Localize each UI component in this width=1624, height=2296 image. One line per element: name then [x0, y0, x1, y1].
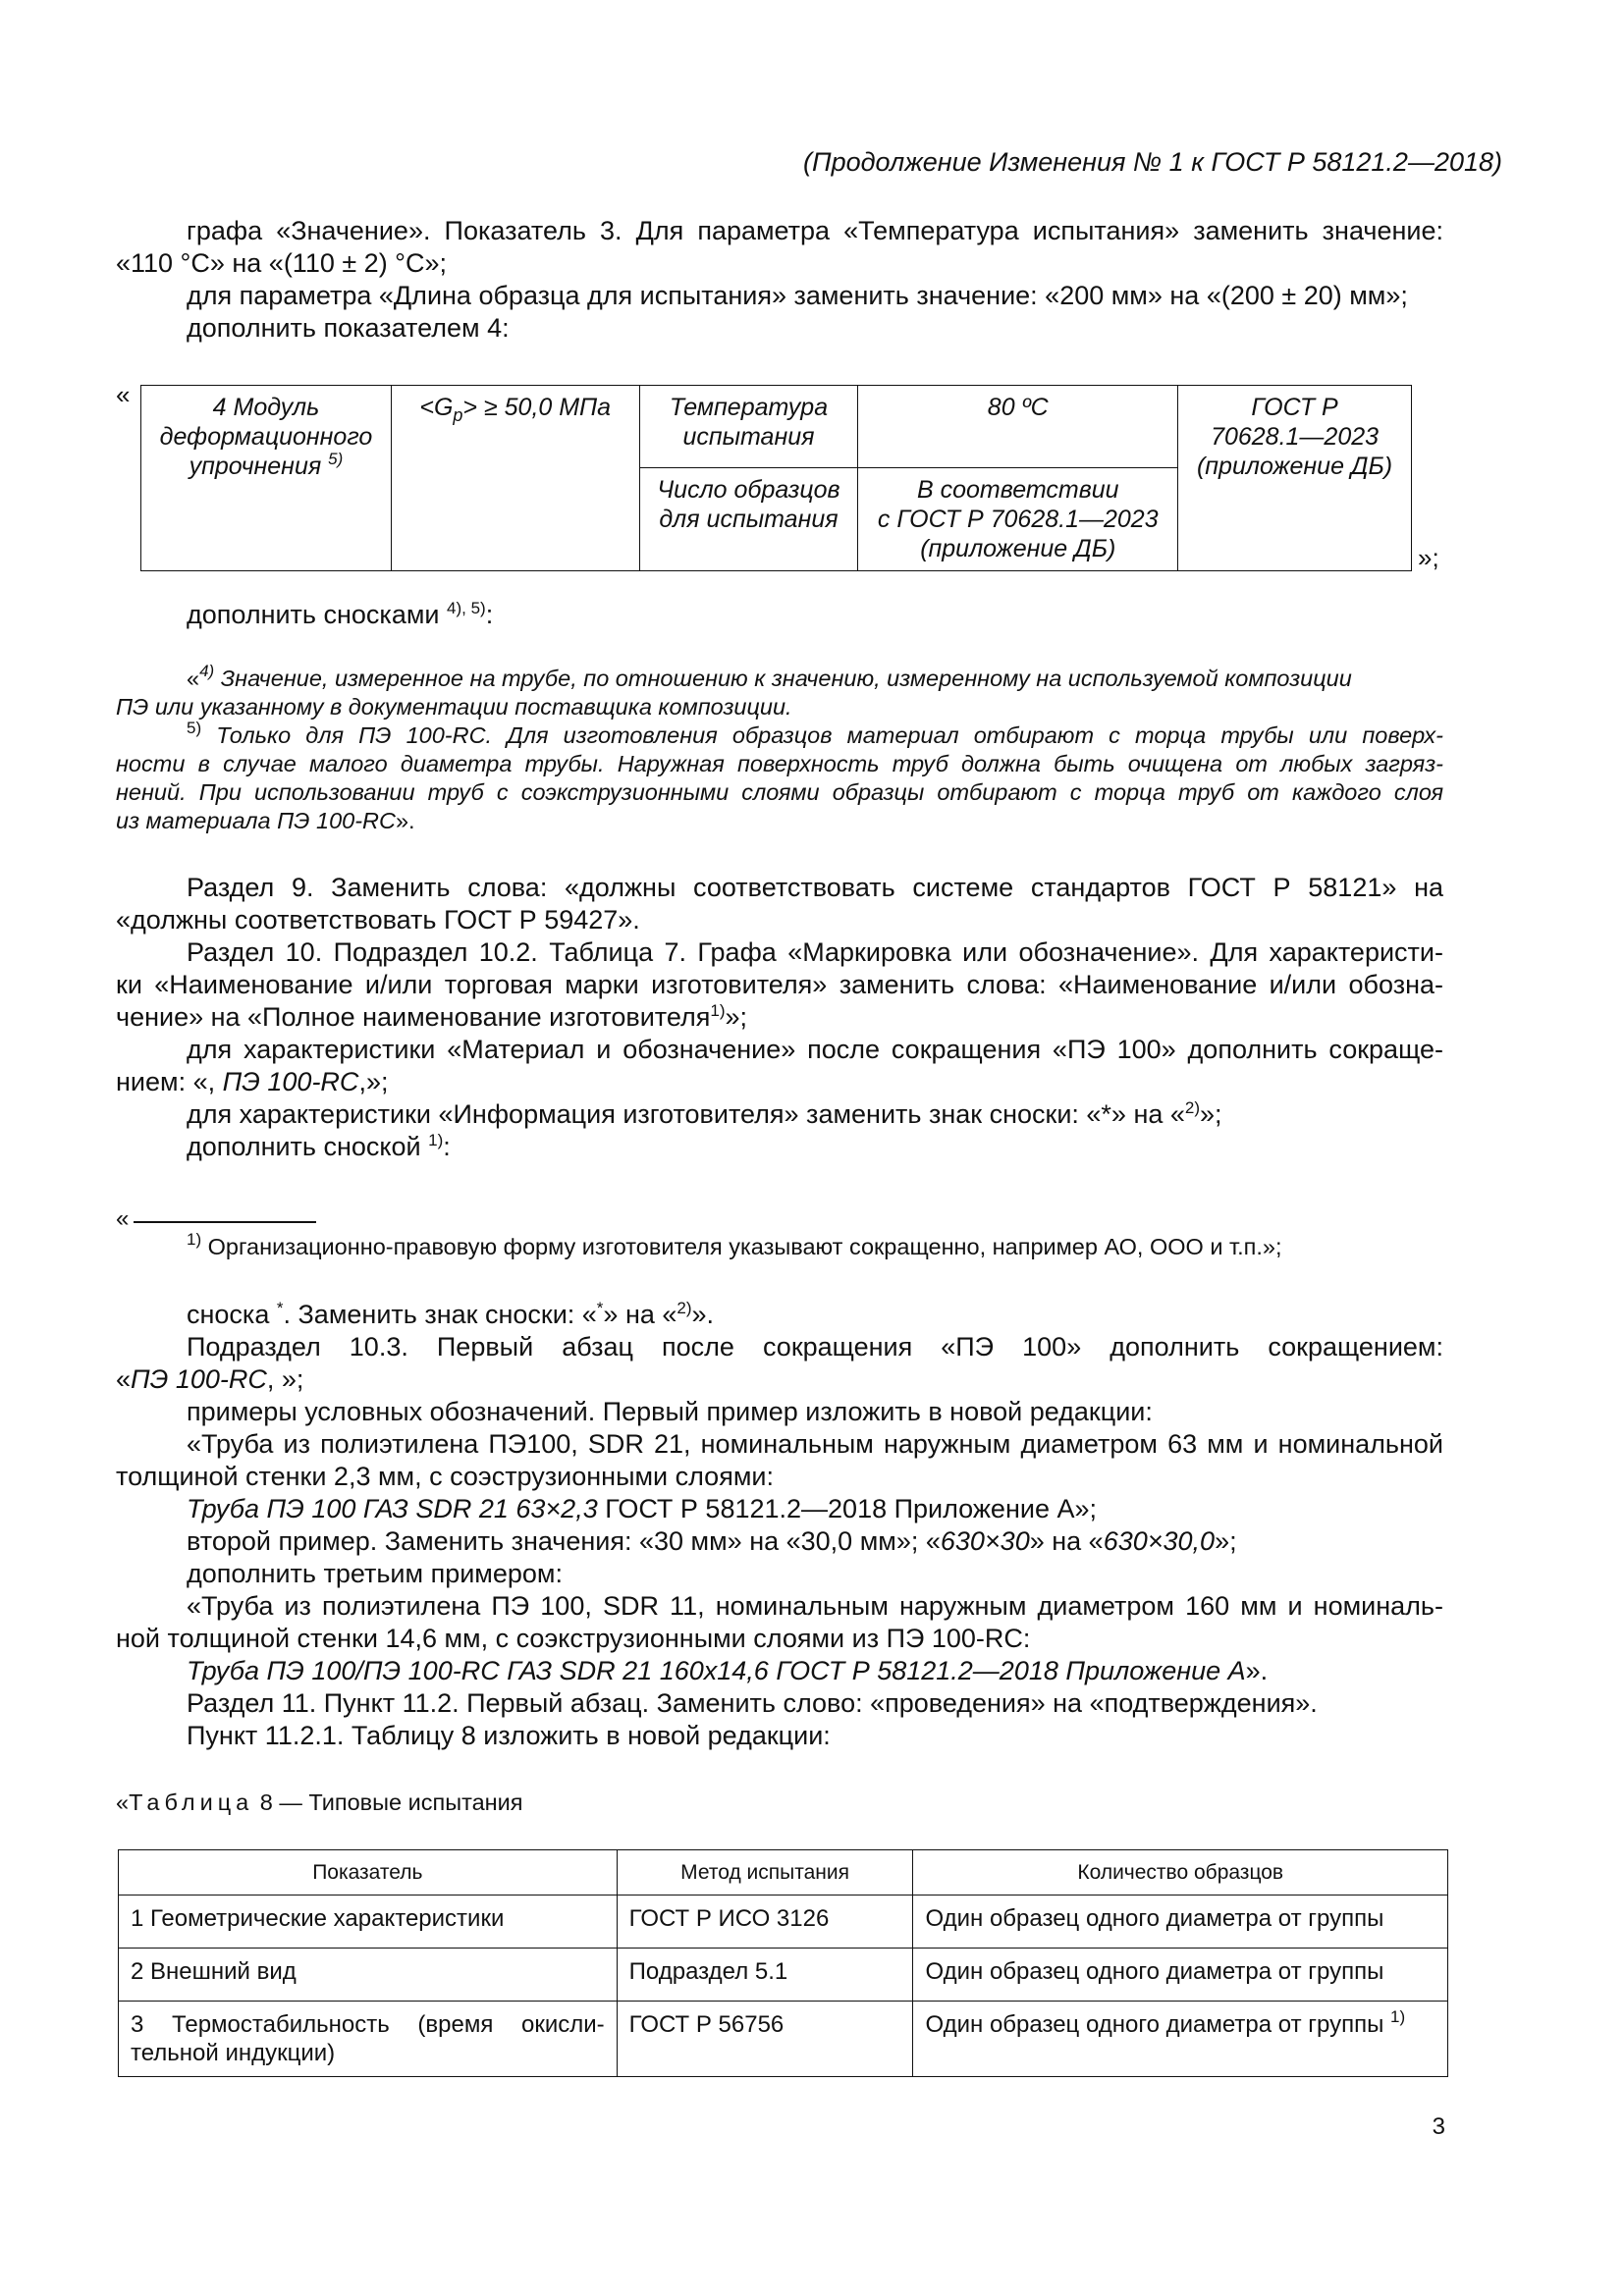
para-line: для характеристики «Материал и обозначение» после сокращения «ПЭ 100» дополнить сокраще- [187, 1035, 1443, 1064]
open-quote: « [116, 1205, 130, 1232]
column-header: Показатель [119, 1850, 618, 1896]
para-line: Раздел 9. Заменить слова: «должны соответствовать системе стандартов ГОСТ Р 58121» на [187, 873, 1443, 902]
table-row [119, 2002, 1448, 2077]
method-cell: ГОСТ Р 70628.1—2023 (приложение ДБ) [1178, 386, 1412, 571]
footnote-4: «$^{4)}$ Значение, измеренное на трубе, по отношению к значению, измеренному на используемой композиции [187, 662, 1352, 691]
table-header-row [119, 1850, 1448, 1896]
table-cell: Подраздел 5.1 [617, 1949, 913, 2002]
parameter-cell: Число образцов для испытания [639, 468, 858, 571]
footnote-5-line: нений. При использовании труб с соэкструзионными слоями образцы отбирают с торца труб от каждого слоя [116, 779, 1443, 805]
indicator-cell: 4 Модуль деформационного упрочнения $^{5)}$ [141, 386, 392, 571]
para-line: толщиной стенки 2,3 мм, с соэструзионными слоями: [116, 1462, 774, 1491]
close-quote: »; [1418, 543, 1439, 572]
para-line: нием: «, ПЭ 100-RC,»; [116, 1067, 389, 1096]
para-line: примеры условных обозначений. Первый пример изложить в новой редакции: [187, 1397, 1153, 1426]
table-row [119, 1949, 1448, 2002]
column-header: Количество образцов [913, 1850, 1448, 1896]
para-line: чение» на «Полное наименование изготовителя$^{1)}$»; [116, 1001, 748, 1032]
footnote-4-line: ПЭ или указанному в документации поставщика композиции. [116, 694, 792, 720]
value-cell: В соответствии с ГОСТ Р 70628.1—2023 (приложение ДБ) [858, 468, 1178, 571]
table-row [119, 1896, 1448, 1949]
para-line: «110 °С» на «(110 ± 2) °С»; [116, 248, 447, 278]
para-line: для характеристики «Информация изготовителя» заменить знак сноски: «*» на «$^{2)}$»; [187, 1098, 1222, 1129]
para-line: «должны соответствовать ГОСТ Р 59427». [116, 905, 640, 934]
para-line: дополнить показателем 4: [187, 313, 510, 343]
para-line: «ПЭ 100-RC, »; [116, 1364, 304, 1394]
page-number: 3 [1432, 2113, 1445, 2140]
para-line: сноска *. Заменить знак сноски: «*» на «$^{2)}$». [187, 1299, 715, 1329]
open-quote: « [116, 380, 131, 409]
table-cell: Один образец одного диаметра от группы [913, 1949, 1448, 2002]
column-header: Метод испытания [617, 1850, 913, 1896]
para-line: «Труба из полиэтилена ПЭ100, SDR 21, номинальным наружным диаметром 63 мм и номинальной [187, 1429, 1443, 1459]
amendment-table [140, 385, 1412, 571]
para-line: дополнить третьим примером: [187, 1559, 563, 1588]
para-line: «Труба из полиэтилена ПЭ 100, SDR 11, номинальным наружным диаметром 160 мм и номиналь- [187, 1591, 1443, 1621]
footnote-1: $^{1)}$ Организационно-правовую форму изготовителя указывают сокращенно, например АО, ООО и т.п.»; [187, 1230, 1282, 1259]
value-cell: 80 ºС [858, 386, 1178, 468]
para-line: второй пример. Заменить значения: «30 мм» на «30,0 мм»; «630×30» на «630×30,0»; [187, 1526, 1237, 1556]
para-line: дополнить сноской $^{1)}$: [187, 1131, 451, 1161]
footnote-5: $^{5)}$ Только для ПЭ 100-RC. Для изготовления образцов материал отбирают с торца трубы или поверх- [187, 719, 1444, 748]
table-caption: «Таблица 8 — Типовые испытания [116, 1789, 523, 1815]
footnote-separator [134, 1221, 316, 1223]
running-header: (Продолжение Изменения № 1 к ГОСТ Р 58121.2—2018) [803, 147, 1502, 177]
footnote-5-line: ности в случае малого диаметра трубы. Наружная поверхность труб должна быть очищена от любых загряз- [116, 751, 1443, 776]
table-cell: 2 Внешний вид [119, 1949, 618, 2002]
table-cell: Один образец одного диаметра от группы $^{1)}$ [913, 2002, 1448, 2077]
table-cell: ГОСТ Р ИСО 3126 [617, 1896, 913, 1949]
para-line: ной толщиной стенки 14,6 мм, с соэкструзионными слоями из ПЭ 100-RC: [116, 1624, 1031, 1653]
table-cell: ГОСТ Р 56756 [617, 2002, 913, 2077]
table-cell: Один образец одного диаметра от группы [913, 1896, 1448, 1949]
para-line: дополнить сносками $^{4), 5)}$: [187, 599, 494, 629]
para-line: ки «Наименование и/или торговая марки изготовителя» заменить слова: «Наименование и/или обозна- [116, 970, 1443, 999]
table-8 [118, 1849, 1448, 2077]
para-line: Труба ПЭ 100/ПЭ 100-RC ГАЗ SDR 21 160x14,6 ГОСТ Р 58121.2—2018 Приложение А». [187, 1656, 1269, 1685]
table-cell: 1 Геометрические характеристики [119, 1896, 618, 1949]
footnote-5-line: из материала ПЭ 100-RC». [116, 808, 415, 833]
requirement-cell: $<G_p> \ge 50,0$ МПа [391, 386, 639, 571]
para-line: Пункт 11.2.1. Таблицу 8 изложить в новой редакции: [187, 1721, 831, 1750]
para-line: Раздел 10. Подраздел 10.2. Таблица 7. Графа «Маркировка или обозначение». Для характеристи- [187, 937, 1443, 967]
para-line: Труба ПЭ 100 ГАЗ SDR 21 63×2,3 ГОСТ Р 58121.2—2018 Приложение А»; [187, 1494, 1097, 1523]
parameter-cell: Температура испытания [639, 386, 858, 468]
table-cell: 3 Термостабильность (время окисли- тельной индукции) [119, 2002, 618, 2077]
para-line: для параметра «Длина образца для испытания» заменить значение: «200 мм» на «(200 ± 20) мм»; [187, 281, 1408, 310]
para-line: графа «Значение». Показатель 3. Для параметра «Температура испытания» заменить значение: [187, 216, 1443, 245]
para-line: Подраздел 10.3. Первый абзац после сокращения «ПЭ 100» дополнить сокращением: [187, 1332, 1443, 1362]
para-line: Раздел 11. Пункт 11.2. Первый абзац. Заменить слово: «проведения» на «подтверждения». [187, 1688, 1318, 1718]
